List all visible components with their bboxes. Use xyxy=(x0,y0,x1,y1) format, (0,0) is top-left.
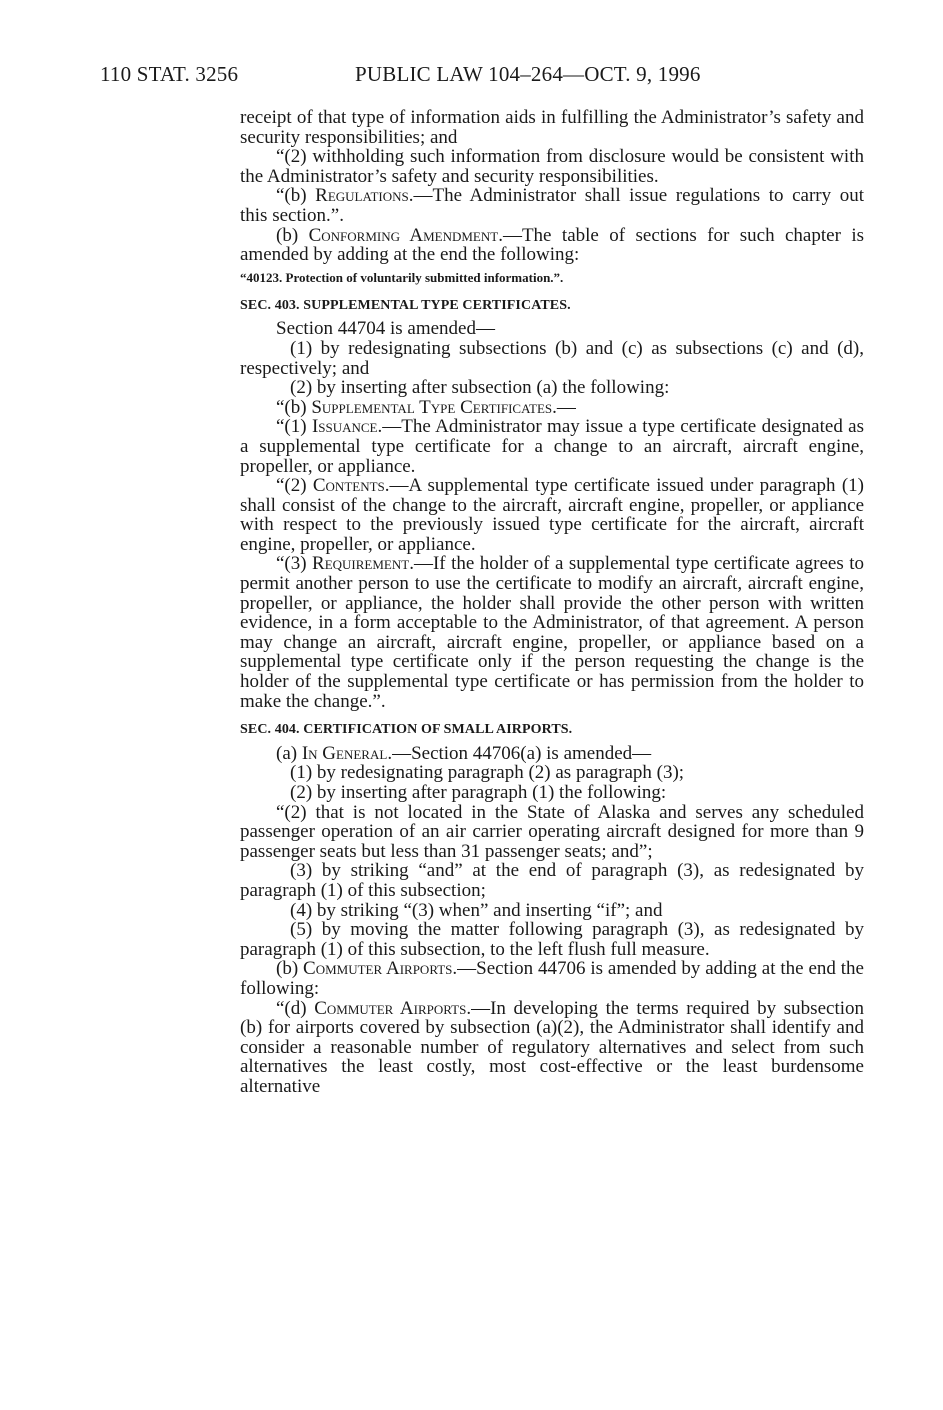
paragraph xyxy=(240,226,864,265)
document-body xyxy=(240,108,864,1097)
section-heading-403: SEC. 403. SUPPLEMENTAL TYPE CERTIFICATES. xyxy=(240,297,571,313)
paragraph: Section 44704 is amended— xyxy=(276,318,495,340)
paragraph-heading: In General xyxy=(301,742,388,764)
paragraph-text: .—The table of sections for such chapter is amended by adding at the end the following: xyxy=(240,224,865,266)
paragraph xyxy=(240,417,864,476)
paragraph xyxy=(240,554,864,711)
paragraph-text: .—A supplemental type certificate issued under paragraph (1) shall consist of the change to the aircraft, aircraft engine, propeller, or appliance with respect to the previously issued type certificate for the aircraft, aircraft engine, propeller, or appliance. xyxy=(240,475,864,555)
paragraph: (2) by inserting after subsection (a) the following: xyxy=(290,377,670,399)
statute-page-number: 110 STAT. 3256 xyxy=(100,62,239,86)
paragraph-lead: “(d) xyxy=(276,997,315,1019)
paragraph-heading: Conforming Amendment xyxy=(308,224,499,246)
paragraph xyxy=(240,959,864,998)
paragraph-lead: “(3) xyxy=(276,553,313,575)
paragraph: “(2) that is not located in the State of Alaska and serves any scheduled passenger operation of an air carrier operating aircraft designed for more than 9 passenger seats but less than 31 passenger seats; and”; xyxy=(240,801,864,862)
paragraph-lead: (b) xyxy=(276,958,304,980)
paragraph xyxy=(240,398,864,418)
paragraph-lead: (b) xyxy=(276,224,309,246)
paragraph-lead: “(2) xyxy=(276,475,313,497)
paragraph: (4) by striking “(3) when” and inserting “if”; and xyxy=(290,899,663,921)
paragraph-text: .—The Administrator may issue a type certificate designated as a supplemental type certificate for a change to an aircraft, aircraft engine, propeller, or appliance. xyxy=(240,416,864,477)
table-of-sections-entry: “40123. Protection of voluntarily submitted information.”. xyxy=(240,269,564,285)
paragraph-heading: Issuance xyxy=(311,416,378,438)
paragraph: (3) by striking “and” at the end of paragraph (3), as redesignated by paragraph (1) of this subsection; xyxy=(240,860,864,901)
paragraph-heading: Contents xyxy=(312,475,385,497)
section-heading-404: SEC. 404. CERTIFICATION OF SMALL AIRPORTS. xyxy=(240,722,573,738)
paragraph-lead: “(b) xyxy=(276,185,316,207)
paragraph-lead: “(1) xyxy=(276,416,312,438)
paragraph-text: .—Section 44706 is amended by adding at the end the following: xyxy=(240,958,864,999)
paragraph xyxy=(240,476,864,554)
paragraph-text: .— xyxy=(552,396,576,418)
paragraph-text: .—If the holder of a supplemental type certificate agrees to permit another person to use the certificate to modify an aircraft, aircraft engine, propeller, or appliance, the holder shall provide the other person with written evidence, in a form acceptable to the Administrator, of that agreement. A person may change an aircraft, aircraft engine, propeller, or appliance based on a supplemental type certificate only if the person requesting the change is the holder of the supplemental type certificate or has permission from the holder to make the change.”. xyxy=(240,553,864,712)
paragraph-heading: Regulations xyxy=(315,185,409,207)
public-law-heading: PUBLIC LAW 104–264—OCT. 9, 1996 xyxy=(355,62,701,86)
paragraph: “(2) withholding such information from disclosure would be consistent with the Administrator’s safety and security responsibilities. xyxy=(240,146,864,187)
paragraph: (1) by redesignating paragraph (2) as paragraph (3); xyxy=(290,762,685,784)
paragraph-text: .—Section 44706(a) is amended— xyxy=(387,742,652,764)
paragraph xyxy=(240,744,864,764)
paragraph-heading: Requirement xyxy=(312,553,410,575)
paragraph: (1) by redesignating subsections (b) and (c) as subsections (c) and (d), respectively; and xyxy=(240,337,864,379)
paragraph xyxy=(240,186,864,225)
paragraph: receipt of that type of information aids in fulfilling the Administrator’s safety and security responsibilities; and xyxy=(240,107,864,148)
paragraph: (5) by moving the matter following paragraph (3), as redesignated by paragraph (1) of this subsection, to the left flush full measure. xyxy=(240,919,864,960)
paragraph-text: .—In developing the terms required by subsection (b) for airports covered by subsection (a)(2), the Administrator shall identify and consider a reasonable number of regulatory alternatives and select from such alternatives the least costly, most cost-effective or the least burdensome alternative xyxy=(240,997,865,1097)
paragraph-text: .—The Administrator shall issue regulations to carry out this section.”. xyxy=(240,185,864,226)
paragraph xyxy=(240,999,864,1097)
paragraph-heading: Commuter Airports xyxy=(303,958,453,980)
paragraph-lead: (a) xyxy=(276,742,302,764)
paragraph: (2) by inserting after paragraph (1) the following: xyxy=(290,782,667,803)
paragraph-heading: Supplemental Type Certificates xyxy=(311,396,553,418)
paragraph-heading: Commuter Airports xyxy=(314,997,467,1019)
paragraph-lead: “(b) xyxy=(276,396,312,418)
